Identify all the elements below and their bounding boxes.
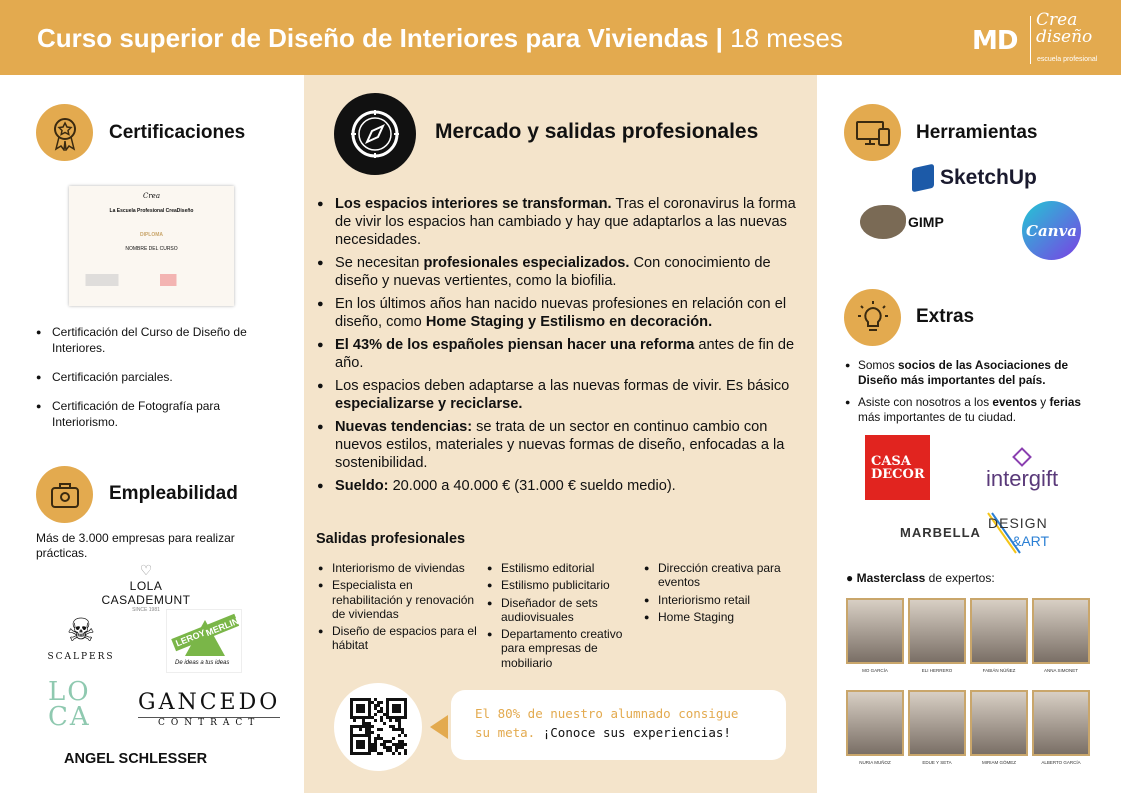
- list-item: ● Certificación de Fotografía para Interiorismo.: [36, 398, 286, 430]
- empleabilidad-title: Empleabilidad: [109, 483, 238, 504]
- qr-badge[interactable]: [334, 683, 422, 771]
- extras-list: [845, 358, 1085, 432]
- canva-logo: Canva: [1022, 201, 1081, 260]
- market-list: [317, 195, 803, 500]
- empleabilidad-text: Más de 3.000 empresas para realizar prácticas.: [36, 531, 235, 560]
- expert-name: ELI HERRERO: [921, 668, 953, 673]
- list-item: ● Estilismo editorial: [487, 561, 637, 575]
- lola-casademunt-logo: ♡ LOLA CASADEMUNT SINCE 1981: [86, 562, 206, 613]
- gift-icon: [1012, 447, 1032, 467]
- testimonials-link[interactable]: ¡Conoce sus experiencias!: [542, 725, 731, 740]
- school-tagline: escuela profesional: [1037, 56, 1098, 63]
- market-item: ● Nuevas tendencias: se trata de un sector en continuo cambio con nuevos estilos, materiales y nuevas formas de diseño, enfocadas a la sostenibilidad.: [317, 418, 803, 472]
- market-item: ● Se necesitan profesionales especializados. Con conocimiento de diseño y nuevas vertientes, como la biofilia.: [317, 254, 803, 290]
- mercado-title: Mercado y salidas profesionales: [435, 120, 759, 143]
- list-item: ● Certificación parciales.: [36, 369, 286, 385]
- md-logo: MD: [972, 26, 1018, 56]
- casa-decor-logo: CASA DECOR: [865, 435, 930, 500]
- skull-icon: ☠: [66, 612, 96, 648]
- expert-photo: [1032, 690, 1090, 756]
- list-item: ● Diseño de espacios para el hábitat: [318, 624, 478, 653]
- diploma-course: NOMBRE DEL CURSO: [125, 246, 178, 252]
- devices-icon: [844, 104, 901, 161]
- market-item: ● Sueldo: 20.000 a 40.000 € (31.000 € sueldo medio).: [317, 477, 803, 495]
- sketchup-logo: SketchUp: [912, 166, 1037, 190]
- list-item: ● Interiorismo retail: [644, 593, 804, 607]
- diploma-label: DIPLOMA: [139, 232, 164, 238]
- gancedo-logo: GANCEDO CONTRACT: [138, 690, 281, 728]
- extras-title: Extras: [916, 306, 975, 327]
- salidas-title: Salidas profesionales: [316, 531, 466, 547]
- salidas-col-3: [644, 561, 804, 627]
- expert-name: ALBERTO GARCÍA: [1041, 760, 1081, 765]
- expert-name: NURIA MUÑOZ: [859, 760, 891, 765]
- expert-photo: [1032, 598, 1090, 664]
- duration: 18 meses: [730, 23, 843, 53]
- diploma-logo: Crea: [142, 192, 161, 200]
- gimp-logo: GIMP: [860, 205, 944, 239]
- certificaciones-title: Certificaciones: [109, 122, 246, 143]
- market-item: ● El 43% de los españoles piensan hacer una reforma antes de fin de año.: [317, 336, 803, 372]
- creadiseno-logo: Crea diseño: [1036, 10, 1093, 47]
- salidas-col-1: [318, 561, 478, 656]
- scalpers-logo: ☠ SCALPERS: [42, 612, 120, 662]
- list-item: ● Interiorismo de viviendas: [318, 561, 478, 575]
- expert-photo: [846, 690, 904, 756]
- expert-photo: [846, 598, 904, 664]
- diploma-seals: [69, 274, 234, 286]
- loca-logo: LO CA: [48, 677, 91, 732]
- expert-photo: [970, 690, 1028, 756]
- expert-name: ANNA SIMONET: [1043, 668, 1078, 673]
- logo-divider: [1030, 16, 1031, 64]
- pointer-arrow: [430, 715, 448, 739]
- diploma-image: [69, 186, 234, 306]
- leroy-merlin-logo: LEROY MERLIN De ideas a tus ideas: [166, 609, 242, 673]
- list-item: ● Diseñador de sets audiovisuales: [487, 596, 637, 625]
- lightbulb-icon: [844, 289, 901, 346]
- compass-icon: [334, 93, 416, 175]
- list-item: ● Home Staging: [644, 610, 804, 624]
- header-bar: [0, 0, 1121, 75]
- list-item: ● Dirección creativa para eventos: [644, 561, 804, 590]
- expert-name: MO GARCÍA: [862, 668, 888, 673]
- expert-name: MIRIAM GÓMEZ: [982, 760, 1016, 765]
- salidas-col-2: [487, 561, 637, 673]
- masterclass-label: ● Masterclass de expertos:: [846, 571, 995, 585]
- list-item: ● Especialista en rehabilitación y renovación de viviendas: [318, 578, 478, 621]
- intergift-logo: intergift: [986, 450, 1058, 492]
- market-item: ● Los espacios deben adaptarse a las nuevas formas de vivir. Es básico especializarse y reciclarse.: [317, 377, 803, 413]
- market-item: ● Los espacios interiores se transforman. Tras el coronavirus la forma de vivir los espacios han cambiado y hay que adaptarlos a las nuevas necesidades.: [317, 195, 803, 249]
- list-item: ● Asiste con nosotros a los eventos y ferias más importantes de tu ciudad.: [845, 395, 1085, 425]
- expert-photo: [908, 690, 966, 756]
- diploma-school: La Escuela Profesional CreaDiseño: [109, 208, 194, 214]
- marbella-design-logo: MARBELLA DESIGN &ART: [900, 511, 1060, 557]
- toolbox-icon: [36, 466, 93, 523]
- qr-code[interactable]: [349, 697, 407, 755]
- testimonials-callout[interactable]: El 80% de nuestro alumnado consigue su meta. ¡Conoce sus experiencias!: [451, 690, 786, 760]
- expert-photo: [908, 598, 966, 664]
- page-title: Curso superior de Diseño de Interiores para Viviendas | 18 meses: [37, 23, 843, 53]
- gimp-mascot-icon: [860, 205, 906, 239]
- list-item: ● Somos socios de las Asociaciones de Diseño más importantes del país.: [845, 358, 1085, 388]
- heart-icon: ♡: [139, 562, 153, 578]
- list-item: ● Estilismo publicitario: [487, 578, 637, 592]
- expert-name: EDUE Y SETA: [922, 760, 952, 765]
- angel-schlesser-logo: ANGEL SCHLESSER: [64, 751, 208, 767]
- certifications-list: [36, 324, 286, 443]
- sketchup-icon: [912, 164, 934, 193]
- herramientas-title: Herramientas: [916, 122, 1038, 143]
- list-item: ● Certificación del Curso de Diseño de Interiores.: [36, 324, 286, 356]
- expert-photo: [970, 598, 1028, 664]
- expert-name: FABIÁN NÚÑEZ: [982, 668, 1016, 673]
- list-item: ● Departamento creativo para empresas de mobiliario: [487, 627, 637, 670]
- market-item: ● En los últimos años han nacido nuevas profesiones en relación con el diseño, como Home Staging y Estilismo en decoración.: [317, 295, 803, 331]
- award-icon: [36, 104, 93, 161]
